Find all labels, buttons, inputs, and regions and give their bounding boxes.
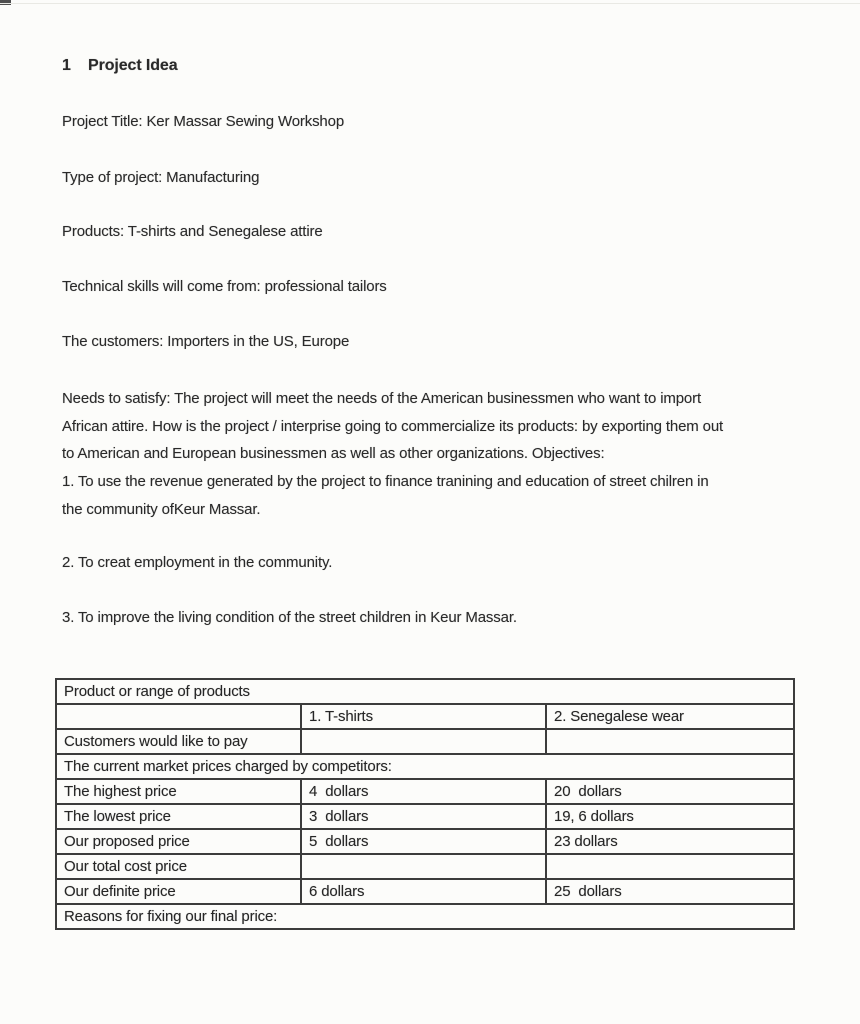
section-header-cell: The current market prices charged by competitors: bbox=[56, 754, 794, 779]
header-senegalese-cell: 2. Senegalese wear bbox=[546, 704, 794, 729]
table-row-total-cost-price bbox=[56, 854, 794, 879]
table-row-reasons bbox=[56, 904, 794, 929]
proposed-price-label-cell: Our proposed price bbox=[56, 829, 301, 854]
paragraph-objective-2: 2. To creat employment in the community. bbox=[62, 554, 333, 571]
highest-price-label-cell: The highest price bbox=[56, 779, 301, 804]
customers-pay-senegalese-cell bbox=[546, 729, 794, 754]
paragraph-type-of-project: Type of project: Manufacturing bbox=[62, 169, 260, 186]
scan-edge-line bbox=[0, 3, 860, 4]
table-row-section-header bbox=[56, 754, 794, 779]
paragraph-needs-to-satisfy bbox=[62, 385, 723, 524]
pricing-table bbox=[55, 678, 795, 930]
paragraph-objective-3: 3. To improve the living condition of the street children in Keur Massar. bbox=[62, 609, 517, 626]
highest-price-tshirts-cell: 4 dollars bbox=[301, 779, 546, 804]
table-row-customers-pay bbox=[56, 729, 794, 754]
lowest-price-label-cell: The lowest price bbox=[56, 804, 301, 829]
table-row-lowest-price bbox=[56, 804, 794, 829]
total-cost-senegalese-cell bbox=[546, 854, 794, 879]
section-title: Project Idea bbox=[88, 57, 178, 74]
paragraph-project-title: Project Title: Ker Massar Sewing Workshop bbox=[62, 113, 345, 130]
lowest-price-tshirts-cell: 3 dollars bbox=[301, 804, 546, 829]
definite-price-label-cell: Our definite price bbox=[56, 879, 301, 904]
needs-line-3: to American and European businessmen as well as other organizations. Objectives: bbox=[62, 445, 605, 463]
proposed-price-tshirts-cell: 5 dollars bbox=[301, 829, 546, 854]
definite-price-tshirts-cell: 6 dollars bbox=[301, 879, 546, 904]
highest-price-senegalese-cell: 20 dollars bbox=[546, 779, 794, 804]
needs-line-4: 1. To use the revenue generated by the project to finance tranining and education of street chilren in bbox=[62, 473, 709, 491]
table-row-proposed-price bbox=[56, 829, 794, 854]
header-empty-cell bbox=[56, 704, 301, 729]
needs-line-5: the community ofKeur Massar. bbox=[62, 500, 261, 518]
table-row-highest-price bbox=[56, 779, 794, 804]
table-row-column-headers bbox=[56, 704, 794, 729]
total-cost-label-cell: Our total cost price bbox=[56, 854, 301, 879]
proposed-price-senegalese-cell: 23 dollars bbox=[546, 829, 794, 854]
section-heading bbox=[62, 57, 178, 75]
customers-pay-tshirts-cell bbox=[301, 729, 546, 754]
paragraph-products: Products: T-shirts and Senegalese attire bbox=[62, 223, 323, 240]
section-number: 1 bbox=[62, 57, 71, 74]
customers-pay-label-cell: Customers would like to pay bbox=[56, 729, 301, 754]
total-cost-tshirts-cell bbox=[301, 854, 546, 879]
definite-price-senegalese-cell: 25 dollars bbox=[546, 879, 794, 904]
table-row-title bbox=[56, 679, 794, 704]
lowest-price-senegalese-cell: 19, 6 dollars bbox=[546, 804, 794, 829]
needs-line-2: African attire. How is the project / interprise going to commercialize its products: by exporting them out bbox=[62, 417, 724, 435]
reasons-cell: Reasons for fixing our final price: bbox=[56, 904, 794, 929]
paragraph-customers: The customers: Importers in the US, Europe bbox=[62, 333, 350, 350]
table-title-cell: Product or range of products bbox=[56, 679, 794, 704]
table-row-definite-price bbox=[56, 879, 794, 904]
needs-line-1: Needs to satisfy: The project will meet the needs of the American businessmen who want to import bbox=[62, 390, 701, 407]
paragraph-technical-skills: Technical skills will come from: professional tailors bbox=[62, 278, 387, 295]
header-tshirts-cell: 1. T-shirts bbox=[301, 704, 546, 729]
